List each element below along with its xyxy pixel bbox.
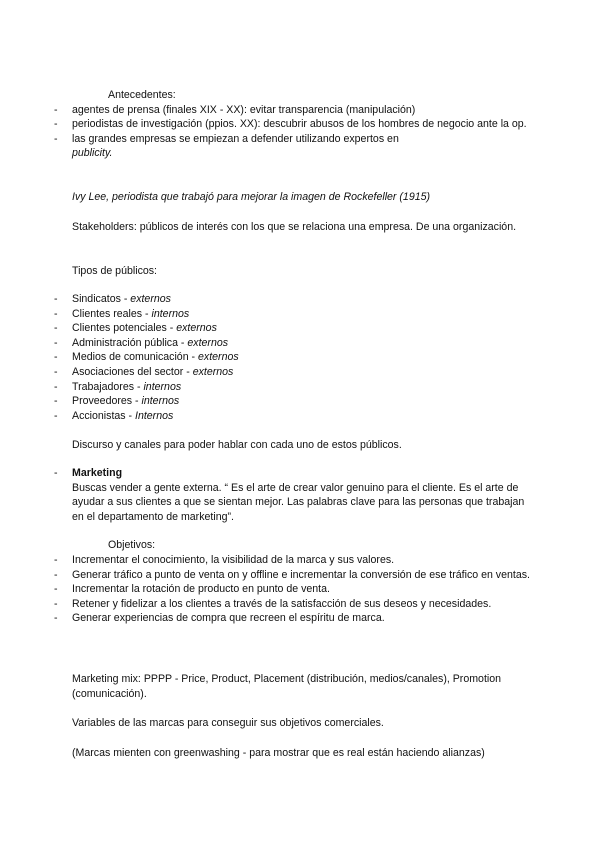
tipos-title: Tipos de públicos:: [72, 265, 157, 277]
list-item: - Clientes potenciales - externos: [54, 322, 217, 335]
marketing-mix-text: Marketing mix: PPPP - Price, Product, Placement (distribución, medios/canales), Promotion (comunicación).: [72, 673, 502, 700]
list-item: - Proveedores - internos: [54, 395, 180, 408]
marketing-description: Buscas vender a gente externa. “ Es el arte de crear valor genuino para el cliente. Es el arte de ayudar a sus clientes a que se sientan mejor. Las palabras clave para las personas que trabajan en el departamento de marketing”.: [72, 481, 525, 523]
objetivos-title: Objetivos:: [108, 539, 156, 552]
marketing-title: Marketing: [72, 467, 123, 479]
list-item: - Sindicatos - externos: [54, 293, 171, 305]
list-item: - Incrementar la rotación de producto en punto de venta.: [54, 583, 330, 596]
variables-text: Variables de las marcas para conseguir sus objetivos comerciales.: [72, 717, 384, 729]
antecedentes-section: [54, 88, 532, 161]
marketing-section: [54, 466, 532, 626]
ivy-lee-note: Ivy Lee, periodista que trabajó para mejorar la imagen de Rockefeller (1915): [72, 191, 431, 203]
objetivos-list: [54, 553, 532, 626]
list-item: - las grandes empresas se empiezan a defender utilizando expertos en publicity.: [54, 132, 399, 160]
list-item: - agentes de prensa (finales XIX - XX): evitar transparencia (manipulación): [54, 103, 416, 116]
list-item: - Generar tráfico a punto de venta on y offline e incrementar la conversión de ese tráfico en ventas.: [54, 568, 530, 581]
antecedentes-list: [54, 103, 532, 161]
list-item: - Administración pública - externos: [54, 336, 229, 349]
tipos-list: [54, 292, 496, 423]
list-item: - Retener y fidelizar a los clientes a través de la satisfacción de sus deseos y necesidades.: [54, 597, 492, 610]
marketing-list: [54, 466, 532, 524]
greenwashing-note: (Marcas mienten con greenwashing - para mostrar que es real están haciendo alianzas): [72, 747, 485, 759]
antecedentes-title: Antecedentes:: [108, 89, 176, 101]
list-item: - Incrementar el conocimiento, la visibilidad de la marca y sus valores.: [54, 553, 395, 566]
list-item: - Generar experiencias de compra que recreen el espíritu de marca.: [54, 612, 385, 625]
list-item: - Accionistas - Internos: [54, 409, 174, 422]
discurso-text: Discurso y canales para poder hablar con cada uno de estos públicos.: [72, 439, 402, 451]
list-item: - Asociaciones del sector - externos: [54, 365, 234, 378]
list-item: - Clientes reales - internos: [54, 307, 190, 320]
list-item: - Medios de comunicación - externos: [54, 351, 239, 364]
list-item: - Trabajadores - internos: [54, 380, 182, 393]
list-item: - periodistas de investigación (ppios. XX): descubrir abusos de los hombres de negocio ante la op.: [54, 118, 527, 131]
stakeholders-definition: Stakeholders: públicos de interés con los que se relaciona una empresa. De una organización.: [72, 221, 517, 233]
list-item: - Marketing Buscas vender a gente externa. “ Es el arte de crear valor genuino para el cliente. Es el arte de ayudar a sus clientes a que se sientan mejor. Las palabras clave para las personas que trabajan en el departamento de marketing”.: [54, 467, 525, 523]
